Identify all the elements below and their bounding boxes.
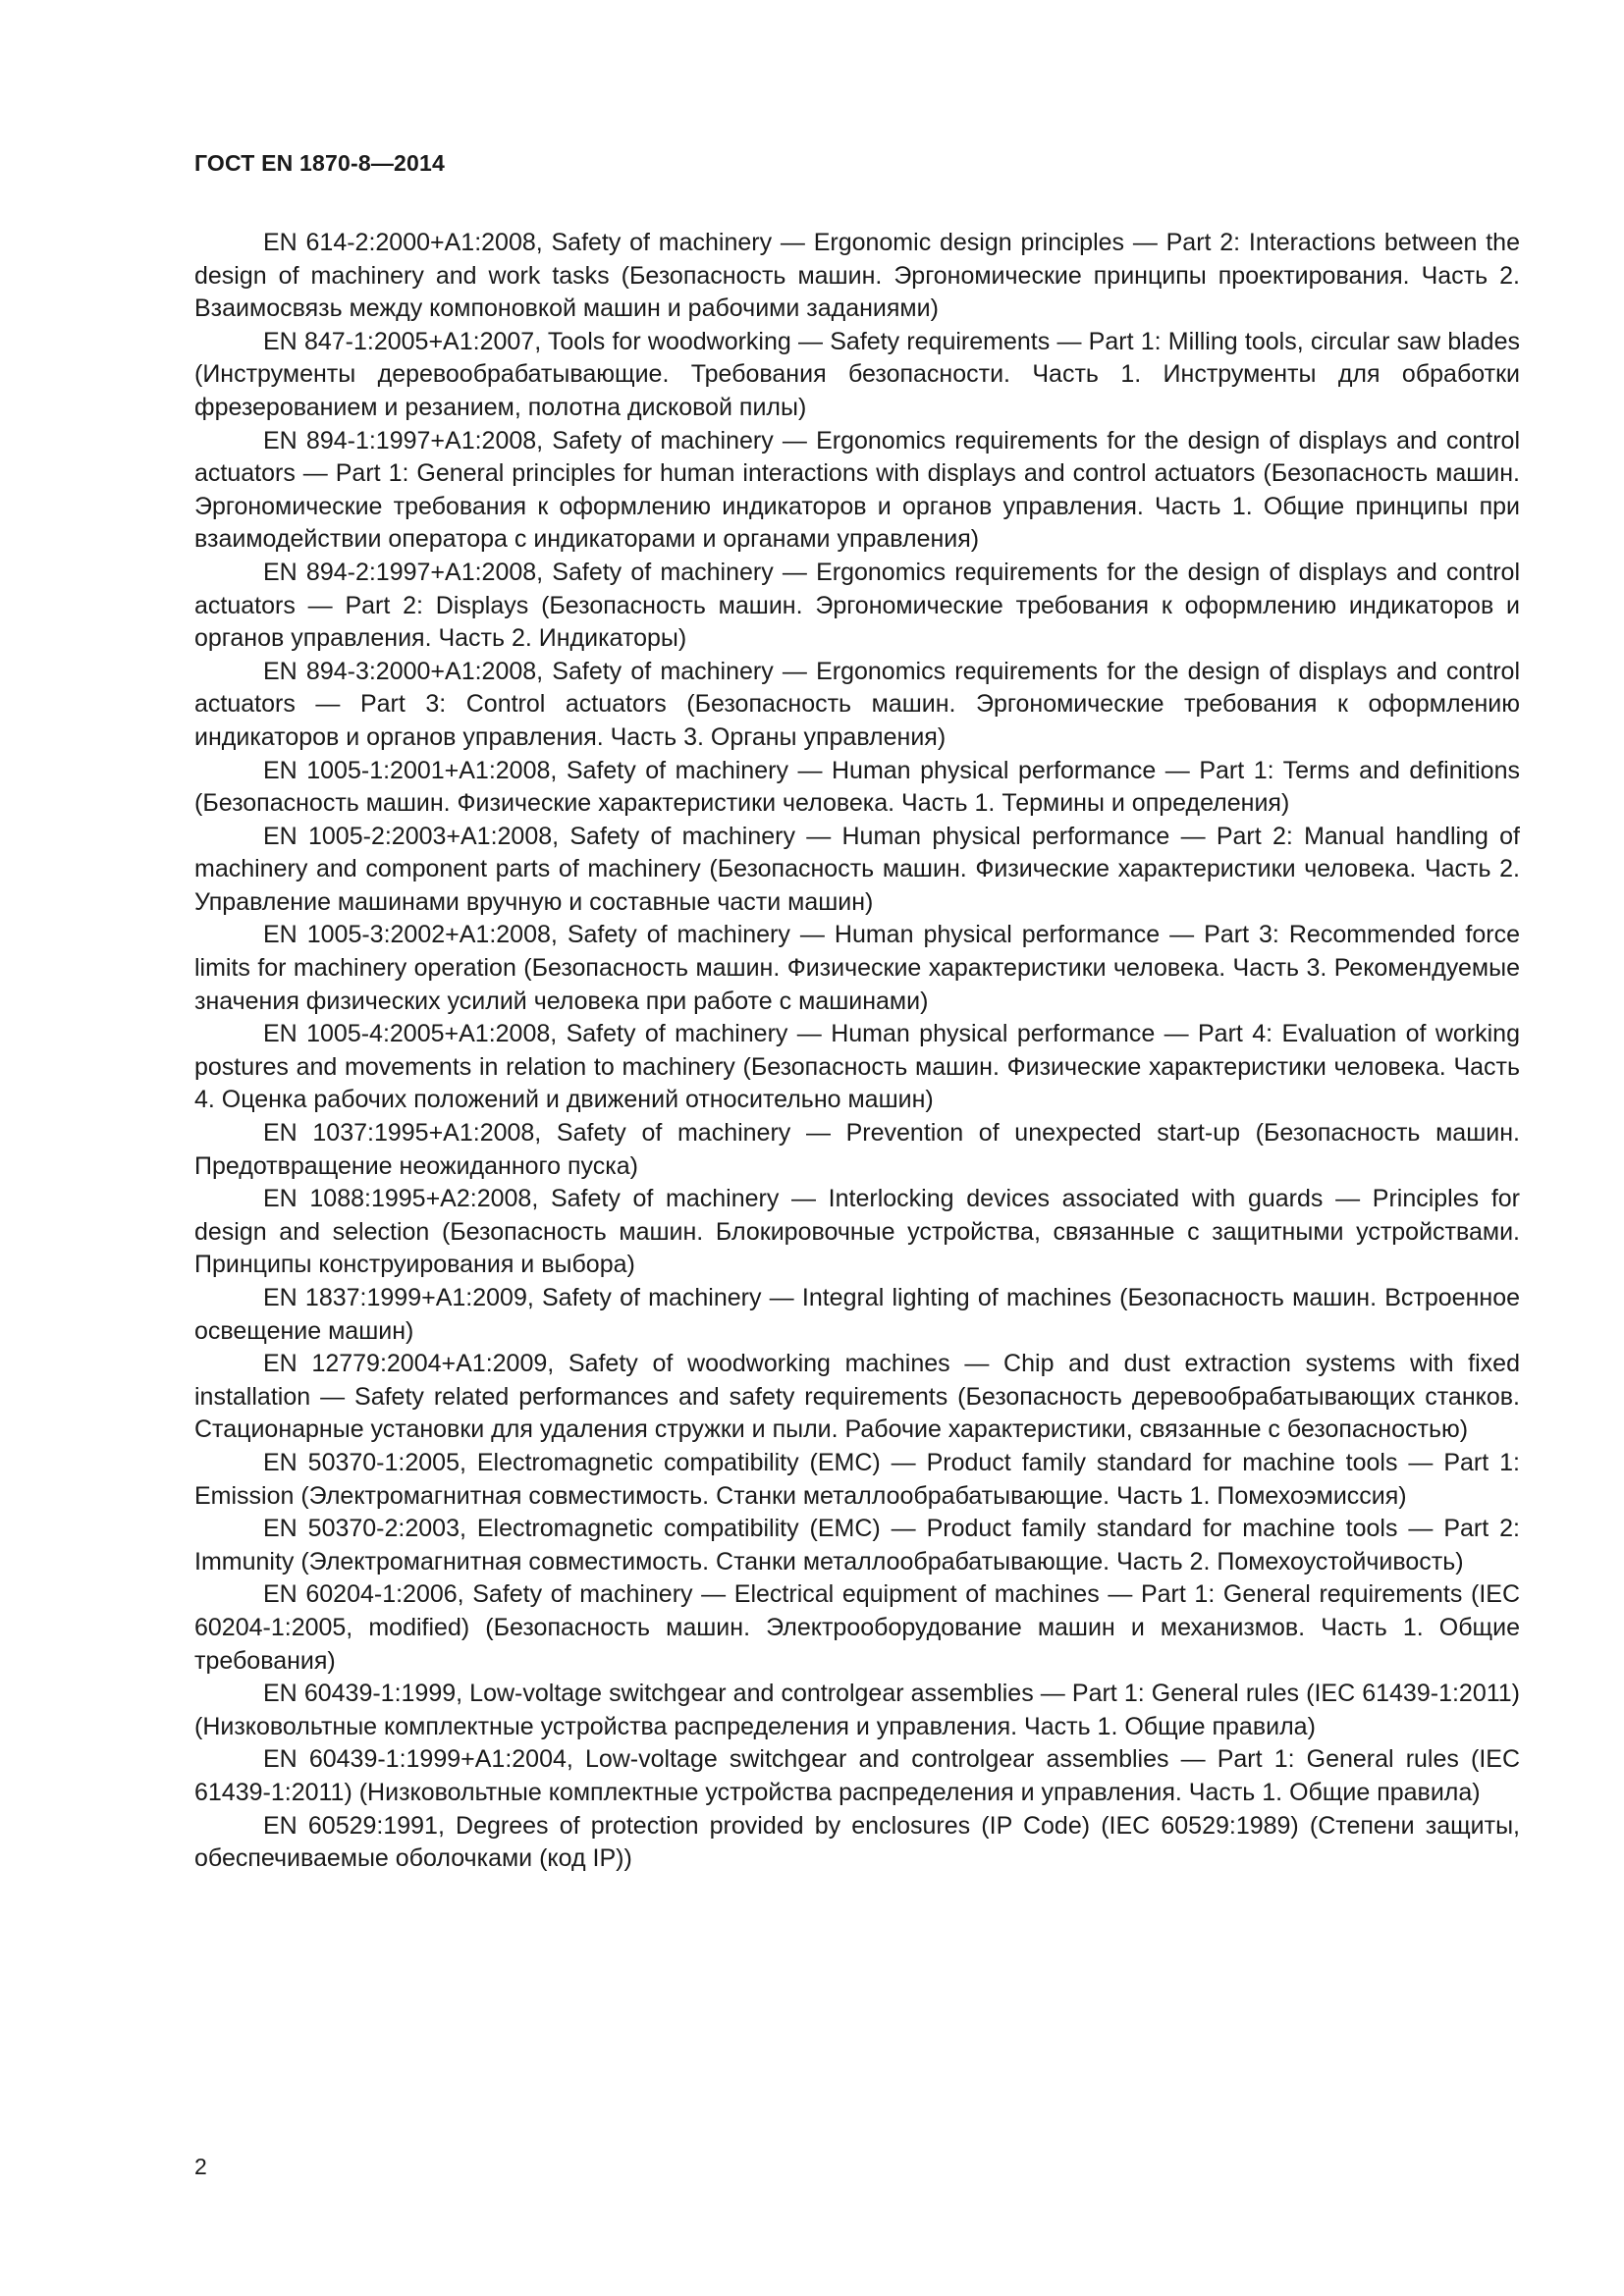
reference-item: EN 60529:1991, Degrees of protection provided by enclosures (IP Code) (IEC 60529:1989) (Степени защиты, обеспечиваемые оболочками (код IP)) (194, 1811, 1520, 1873)
reference-item: EN 614-2:2000+A1:2008, Safety of machinery — Ergonomic design principles — Part 2: Interactions between the design of machinery and work tasks (Безопасность машин. Эргономические принципы проектирования. Часть 2. Взаимосвязь между компоновкой машин и рабочими заданиями) (194, 229, 1520, 323)
reference-item: EN 1005-3:2002+A1:2008, Safety of machinery — Human physical performance — Part 3: Recommended force limits for machinery operation (Безопасность машин. Физические характеристики человека. Часть 3. Рекомендуемые значения физических усилий человека при работе с машинами) (194, 921, 1520, 1015)
reference-item: EN 847-1:2005+A1:2007, Tools for woodworking — Safety requirements — Part 1: Milling tools, circular saw blades (Инструменты деревообрабатывающие. Требования безопасности. Часть 1. Инструменты для обработки фрезерованием и резанием, полотна дисковой пилы) (194, 327, 1520, 421)
reference-item: EN 894-2:1997+A1:2008, Safety of machinery — Ergonomics requirements for the design of displays and control actuators — Part 2: Displays (Безопасность машин. Эргономические требования к оформлению индикаторов и органов управления. Часть 2. Индикаторы) (194, 558, 1520, 653)
reference-item: EN 894-3:2000+A1:2008, Safety of machinery — Ergonomics requirements for the design of displays and control actuators — Part 3: Control actuators (Безопасность машин. Эргономические требования к оформлению индикаторов и органов управления. Часть 3. Органы управления) (194, 657, 1520, 751)
reference-item: EN 1005-1:2001+A1:2008, Safety of machinery — Human physical performance — Part 1: Terms and definitions (Безопасность машин. Физические характеристики человека. Часть 1. Термины и определения) (194, 756, 1520, 818)
document-header: ГОСТ EN 1870-8—2014 (194, 150, 446, 176)
reference-item: EN 50370-2:2003, Electromagnetic compatibility (EMC) — Product family standard for machine tools — Part 2: Immunity (Электромагнитная совместимость. Станки металлообрабатывающие. Часть 2. Помехоустойчивость) (194, 1515, 1520, 1575)
page-number: 2 (194, 2154, 207, 2179)
reference-item: EN 60439-1:1999, Low-voltage switchgear and controlgear assemblies — Part 1: General rules (IEC 61439-1:2011) (Низковольтные комплектные устройства распределения и управления. Часть 1. Общие правила) (194, 1680, 1520, 1740)
reference-item: EN 1837:1999+A1:2009, Safety of machinery — Integral lighting of machines (Безопасность машин. Встроенное освещение машин) (194, 1284, 1520, 1345)
reference-item: EN 894-1:1997+A1:2008, Safety of machinery — Ergonomics requirements for the design of displays and control actuators — Part 1: General principles for human interactions with displays and control actuators (Безопасность машин. Эргономические требования к оформлению индикаторов и органов управления. Часть 1. Общие принципы при взаимодействии оператора с индикаторами и органами управления) (194, 426, 1520, 554)
references-list (194, 227, 1520, 1876)
reference-item: EN 60204-1:2006, Safety of machinery — Electrical equipment of machines — Part 1: General requirements (IEC 60204-1:2005, modified) (Безопасность машин. Электрооборудование машин и механизмов. Часть 1. Общие требования) (194, 1580, 1520, 1675)
reference-item: EN 50370-1:2005, Electromagnetic compatibility (EMC) — Product family standard for machine tools — Part 1: Emission (Электромагнитная совместимость. Станки металлообрабатывающие. Часть 1. Помехоэмиссия) (194, 1448, 1520, 1510)
reference-item: EN 60439-1:1999+A1:2004, Low-voltage switchgear and controlgear assemblies — Part 1: General rules (IEC 61439-1:2011) (Низковольтные комплектные устройства распределения и управления. Часть 1. Общие правила) (194, 1745, 1520, 1806)
reference-item: EN 1088:1995+A2:2008, Safety of machinery — Interlocking devices associated with guards — Principles for design and selection (Безопасность машин. Блокировочные устройства, связанные с защитными устройствами. Принципы конструирования и выбора) (194, 1185, 1520, 1279)
reference-item: EN 12779:2004+A1:2009, Safety of woodworking machines — Chip and dust extraction systems with fixed installation — Safety related performances and safety requirements (Безопасность деревообрабатывающих станков. Стационарные установки для удаления стружки и пыли. Рабочие характеристики, связанные с безопасностью) (194, 1350, 1520, 1444)
reference-item: EN 1005-4:2005+A1:2008, Safety of machinery — Human physical performance — Part 4: Evaluation of working postures and movements in relation to machinery (Безопасность машин. Физические характеристики человека. Часть 4. Оценка рабочих положений и движений относительно машин) (194, 1020, 1520, 1114)
reference-item: EN 1037:1995+A1:2008, Safety of machinery — Prevention of unexpected start-up (Безопасность машин. Предотвращение неожиданного пуска) (194, 1119, 1520, 1180)
reference-item: EN 1005-2:2003+A1:2008, Safety of machinery — Human physical performance — Part 2: Manual handling of machinery and component parts of machinery (Безопасность машин. Физические характеристики человека. Часть 2. Управление машинами вручную и составные части машин) (194, 822, 1520, 916)
